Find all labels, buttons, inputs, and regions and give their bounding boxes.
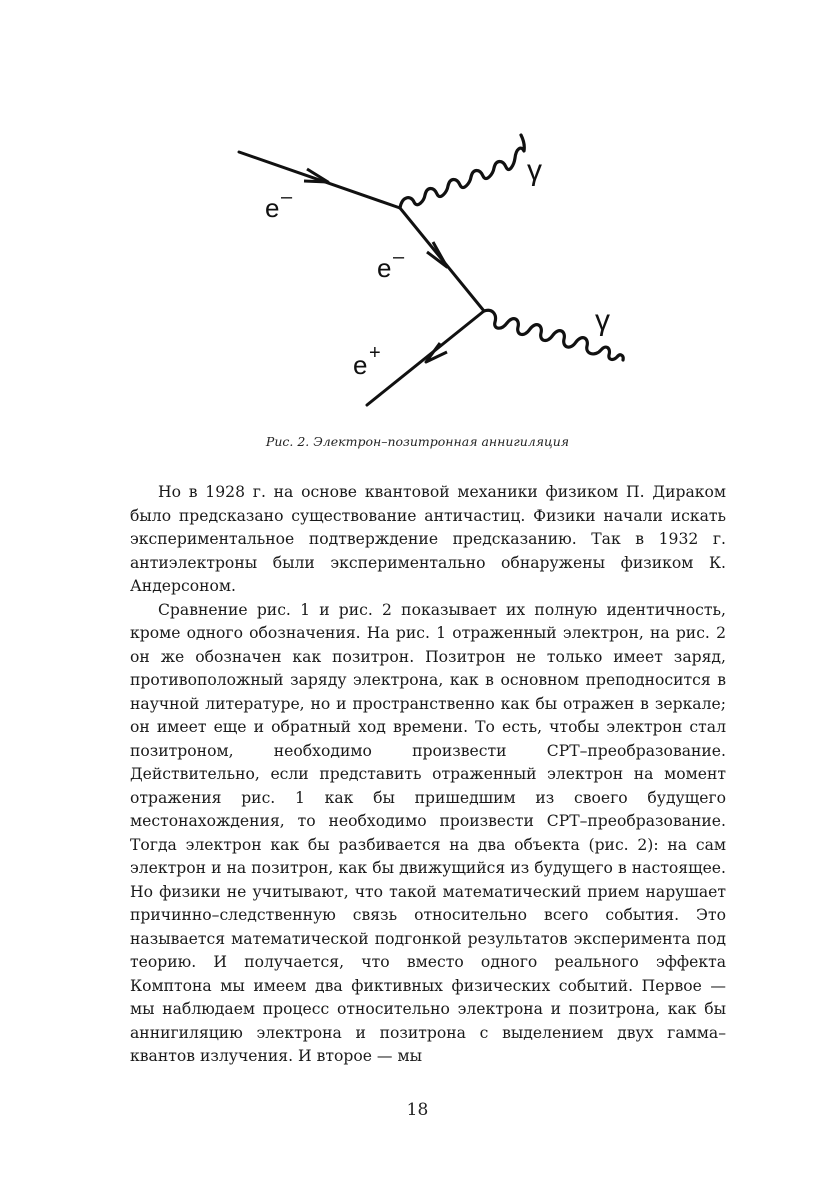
feynman-diagram [225,125,645,410]
label-electron-mid: e [377,253,392,283]
body-text [130,481,726,1069]
label-electron-in-sign: – [281,186,293,208]
electron-in-line [239,152,400,208]
label-electron-in: e [265,193,280,223]
label-gamma-top: γ [527,154,542,187]
feynman-diagram-svg [225,125,645,410]
paragraph: Но в 1928 г. на основе квантовой механики физиком П. Дираком было предсказано существование античастиц. Физики начали искать экспериментальное подтверждение предсказанию. Так в 1932 г. антиэлектроны были экспериментально обнаружены физиком К. Андерсоном. [130,483,726,595]
label-gamma-bottom: γ [595,304,610,337]
label-electron-mid-sign: – [393,246,405,268]
positron-arrow [426,343,447,362]
page-number: 18 [406,1100,429,1120]
positron-line [367,311,484,405]
label-positron: e [353,350,368,380]
paragraph: Сравнение рис. 1 и рис. 2 показывает их полную идентичность, кроме одного обозначения. На рис. 1 отраженный электрон, на рис. 2 он же обозначен как позитрон. Позитрон не только имеет заряд, противоположный заряду электрона, как в основном преподносится в научной литературе, но и пространственно как бы отражен в зеркале; он имеет еще и обратный ход времени. То есть, чтобы электрон стал позитроном, необходимо произвести CPT–преобразование. Действительно, если представить отраженный электрон на момент отражения рис. 1 как бы пришедшим из своего будущего местонахождения, то необходимо произвести CPT–преобразование. Тогда электрон как бы разбивается на два объекта (рис. 2): на сам электрон и на позитрон, как бы движущийся из будущего в настоящее. Но физики не учитывают, что такой математический прием нарушает причинно–следственную связь относительно всего события. Это называется математической подгонкой результатов эксперимента под теорию. И получается, что вместо одного реального эффекта Комптона мы имеем два фиктивных физических событий. Первое — мы наблюдаем процесс относительно электрона и позитрона, как бы аннигиляцию электрона и позитрона с выделением двух гамма–квантов излучения. И второе — мы [130,600,726,1065]
label-positron-sign: + [369,342,381,364]
figure-caption: Рис. 2. Электрон–позитронная аннигиляция [265,434,570,449]
photon-top-line [400,135,524,208]
